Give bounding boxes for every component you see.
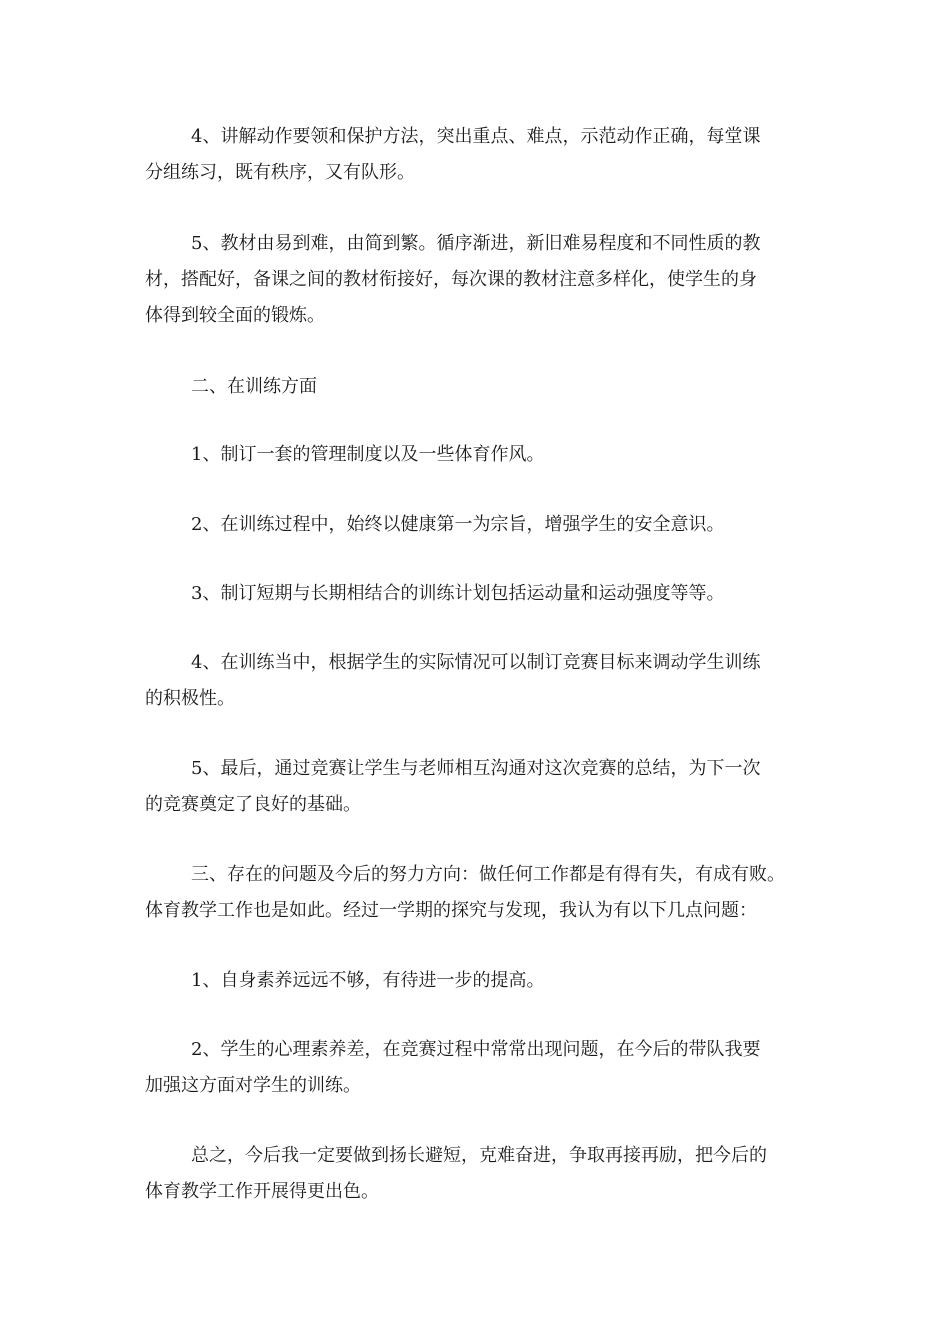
paragraph-teaching-5 bbox=[145, 226, 825, 334]
paragraph-line: 分组练习，既有秩序，又有队形。 bbox=[145, 162, 415, 183]
paragraph-problem-2 bbox=[145, 1032, 825, 1104]
paragraph-line: 5、教材由易到难，由简到繁。循序渐进，新旧难易程度和不同性质的教 bbox=[191, 233, 761, 254]
paragraph-line: 4、讲解动作要领和保护方法，突出重点、难点，示范动作正确，每堂课 bbox=[191, 126, 761, 147]
paragraph-line: 体得到较全面的锻炼。 bbox=[145, 305, 325, 326]
paragraph-line: 2、在训练过程中，始终以健康第一为宗旨，增强学生的安全意识。 bbox=[191, 514, 725, 535]
paragraph-teaching-4 bbox=[145, 119, 825, 191]
paragraph-line: 5、最后，通过竞赛让学生与老师相互沟通对这次竞赛的总结，为下一次 bbox=[191, 758, 761, 779]
paragraph-line: 材，搭配好，备课之间的教材衔接好，每次课的教材注意多样化，使学生的身 bbox=[145, 269, 757, 290]
paragraph-training-3 bbox=[145, 576, 825, 612]
paragraph-line: 3、制订短期与长期相结合的训练计划包括运动量和运动强度等等。 bbox=[191, 583, 725, 604]
paragraph-training-1 bbox=[145, 437, 825, 473]
paragraph-line: 总之，今后我一定要做到扬长避短，克难奋进，争取再接再励，把今后的 bbox=[191, 1145, 767, 1166]
paragraph-line: 的竞赛奠定了良好的基础。 bbox=[145, 794, 361, 815]
paragraph-line: 2、学生的心理素养差，在竞赛过程中常常出现问题，在今后的带队我要 bbox=[191, 1039, 761, 1060]
paragraph-line: 1、制订一套的管理制度以及一些体育作风。 bbox=[191, 444, 545, 465]
paragraph-line: 三、存在的问题及今后的努力方向：做任何工作都是有得有失，有成有败。 bbox=[191, 864, 785, 885]
paragraph-line: 加强这方面对学生的训练。 bbox=[145, 1075, 361, 1096]
paragraph-training-4 bbox=[145, 645, 825, 717]
paragraph-line: 体育教学工作也是如此。经过一学期的探究与发现，我认为有以下几点问题： bbox=[145, 900, 757, 921]
paragraph-line: 的积极性。 bbox=[145, 688, 235, 709]
paragraph-line: 二、在训练方面 bbox=[191, 376, 317, 397]
paragraph-problem-1 bbox=[145, 963, 825, 999]
paragraph-conclusion bbox=[145, 1138, 825, 1210]
paragraph-line: 4、在训练当中，根据学生的实际情况可以制订竞赛目标来调动学生训练 bbox=[191, 652, 761, 673]
section-heading-problems bbox=[145, 857, 825, 929]
paragraph-training-5 bbox=[145, 751, 825, 823]
paragraph-line: 体育教学工作开展得更出色。 bbox=[145, 1181, 379, 1202]
paragraph-training-2 bbox=[145, 507, 825, 543]
paragraph-line: 1、自身素养远远不够，有待进一步的提高。 bbox=[191, 970, 545, 991]
section-heading-training bbox=[145, 369, 825, 405]
